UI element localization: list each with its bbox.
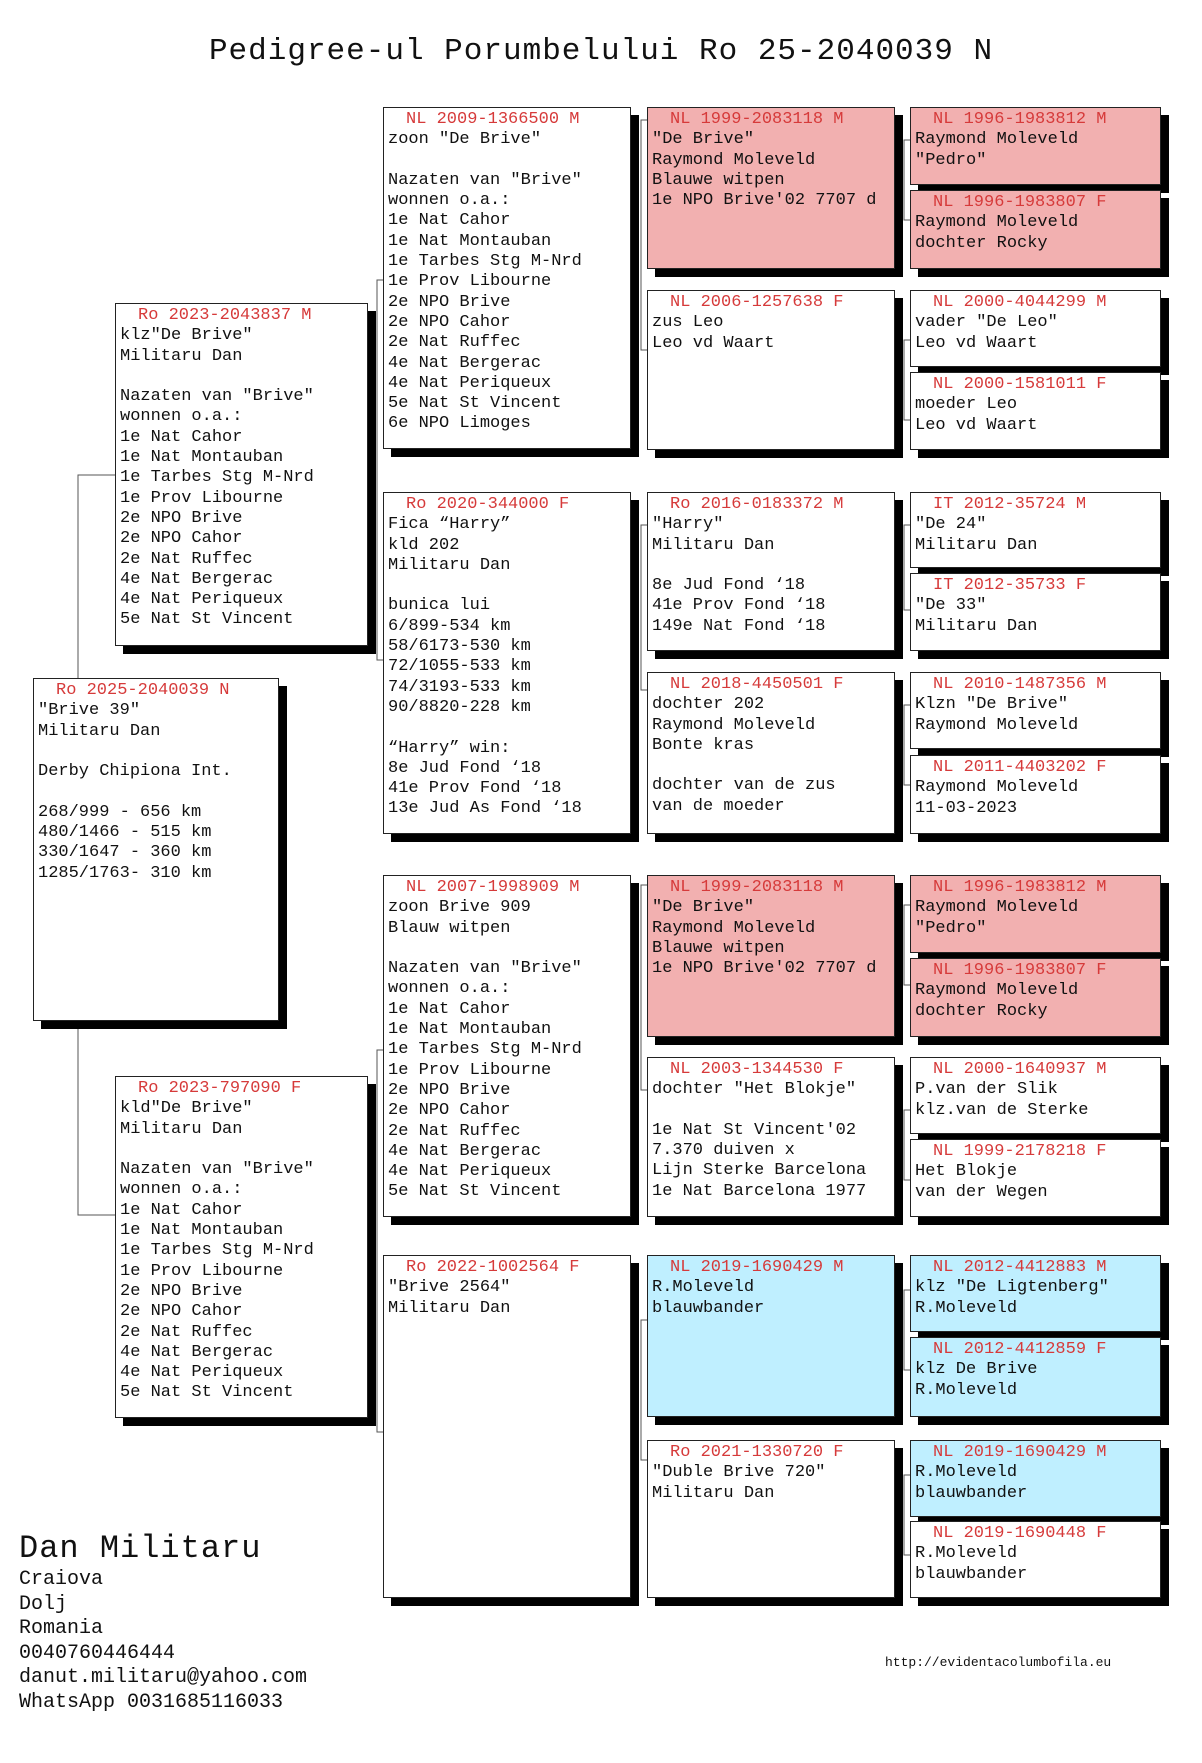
card-text-line: Raymond Moleveld: [915, 778, 1079, 798]
card-text-line: 480/1466 - 515 km: [38, 823, 212, 843]
card-text-line: [120, 1140, 363, 1160]
card-text-line: Fica “Harry”: [388, 515, 511, 535]
ring-number: NL 1996-1983807 F: [933, 961, 1107, 980]
card-text-line: 5e Nat St Vincent: [388, 1182, 562, 1202]
card-text-line: 2e NPO Brive: [120, 508, 243, 528]
ancestor-card-7: [910, 672, 1161, 749]
ring-number: NL 2000-1581011 F: [933, 375, 1107, 394]
card-text-line: 1e Nat Cahor: [388, 999, 511, 1019]
card-text-line: dochter "Het Blokje": [652, 1080, 857, 1100]
card-text-line: Militaru Dan: [915, 535, 1038, 555]
card-text-line: 11-03-2023: [915, 798, 1018, 818]
card-text-line: 4e Nat Periqueux: [388, 373, 552, 393]
ring-number: NL 2009-1366500 M: [406, 110, 580, 129]
owner-contact-block: [19, 1530, 307, 1716]
card-text-line: "De Brive": [652, 898, 755, 918]
dam-sire-sire-card: [647, 875, 895, 1037]
card-text-line: [388, 718, 626, 738]
card-text-line: Leo vd Waart: [915, 333, 1038, 353]
card-text-line: bunica lui: [388, 596, 491, 616]
ancestor-card-12: [910, 1139, 1161, 1217]
card-text-line: 2e NPO Brive: [388, 1080, 511, 1100]
sire-dam-dam-card: [647, 672, 895, 834]
card-text-line: Nazaten van "Brive": [120, 387, 314, 407]
sire-sire-card: [383, 107, 631, 449]
card-text-line: 8e Jud Fond ‘18: [388, 758, 542, 778]
card-text-line: "Harry": [652, 515, 724, 535]
ring-number: NL 1999-2083118 M: [670, 110, 844, 129]
ancestor-card-14: [910, 1337, 1161, 1417]
ancestor-card-4: [910, 372, 1161, 450]
card-text-line: dochter Rocky: [915, 233, 1048, 253]
ancestor-card-9: [910, 875, 1161, 953]
ancestor-card-16: [910, 1521, 1161, 1598]
ring-number: NL 2006-1257638 F: [670, 293, 844, 312]
ring-number: NL 1999-2083118 M: [670, 878, 844, 897]
card-text-line: Leo vd Waart: [915, 415, 1038, 435]
card-text-line: klz.van de Sterke: [915, 1100, 1089, 1120]
card-text-line: kld 202: [388, 535, 460, 555]
card-text-line: Raymond Moleveld: [652, 918, 816, 938]
ancestor-card-5: [910, 492, 1161, 568]
ring-number: Ro 2025-2040039 N: [56, 681, 230, 700]
card-text-line: Militaru Dan: [388, 1298, 511, 1318]
owner-email: danut.militaru@yahoo.com: [19, 1666, 308, 1690]
card-text-line: dochter Rocky: [915, 1001, 1048, 1021]
ancestor-card-3: [910, 290, 1161, 367]
card-text-line: [38, 782, 274, 802]
ancestor-card-15: [910, 1440, 1161, 1517]
card-text-line: Militaru Dan: [915, 616, 1038, 636]
card-text-line: 5e Nat St Vincent: [120, 610, 294, 630]
card-text-line: [38, 742, 274, 762]
card-text-line: 2e Nat Ruffec: [388, 1121, 521, 1141]
dam-dam-sire-card: [647, 1255, 895, 1417]
card-text-line: Militaru Dan: [120, 1119, 243, 1139]
card-text-line: 4e Nat Bergerac: [120, 1342, 274, 1362]
ring-number: NL 1996-1983812 M: [933, 878, 1107, 897]
card-text-line: 4e Nat Bergerac: [388, 1141, 542, 1161]
card-text-line: "Brive 39": [38, 701, 141, 721]
card-text-line: 2e NPO Cahor: [120, 1302, 243, 1322]
card-text-line: Militaru Dan: [38, 721, 161, 741]
card-text-line: 8e Jud Fond ‘18: [652, 576, 806, 596]
card-text-line: 4e Nat Bergerac: [388, 353, 542, 373]
card-text-line: 1e NPO Brive'02 7707 d: [652, 959, 877, 979]
owner-county: Dolj: [19, 1592, 68, 1616]
card-text-line: Raymond Moleveld: [915, 715, 1079, 735]
card-text-line: 4e Nat Periqueux: [120, 1363, 284, 1383]
ring-number: NL 2019-1690429 M: [933, 1443, 1107, 1462]
card-text-line: [652, 756, 890, 776]
ring-number: NL 2003-1344530 F: [670, 1060, 844, 1079]
card-text-line: "Pedro": [915, 150, 987, 170]
card-text-line: 6e NPO Limoges: [388, 414, 531, 434]
card-text-line: Leo vd Waart: [652, 333, 775, 353]
card-text-line: [388, 151, 626, 171]
owner-country: Romania: [19, 1617, 104, 1641]
ring-number: Ro 2023-797090 F: [138, 1079, 302, 1098]
card-text-line: Raymond Moleveld: [915, 130, 1079, 150]
ring-number: NL 1996-1983807 F: [933, 193, 1107, 212]
owner-city: Craiova: [19, 1568, 104, 1591]
card-text-line: Militaru Dan: [652, 535, 775, 555]
ring-number: IT 2012-35733 F: [933, 576, 1087, 595]
card-text-line: Het Blokje: [915, 1162, 1018, 1182]
ancestor-card-13: [910, 1255, 1161, 1332]
card-text-line: Derby Chipiona Int.: [38, 762, 232, 782]
card-text-line: Raymond Moleveld: [915, 981, 1079, 1001]
card-text-line: wonnen o.a.:: [388, 979, 511, 999]
card-text-line: kld"De Brive": [120, 1099, 253, 1119]
card-text-line: van de moeder: [652, 796, 785, 816]
card-text-line: 1e Tarbes Stg M-Nrd: [388, 252, 582, 272]
card-text-line: van der Wegen: [915, 1182, 1048, 1202]
dam-card: [115, 1076, 368, 1418]
card-text-line: Militaru Dan: [388, 555, 511, 575]
card-text-line: Militaru Dan: [652, 1483, 775, 1503]
card-text-line: [388, 939, 626, 959]
sire-sire-dam-card: [647, 290, 895, 450]
sire-sire-sire-card: [647, 107, 895, 269]
sire-card: [115, 303, 368, 646]
card-text-line: 4e Nat Periqueux: [388, 1162, 552, 1182]
ring-number: NL 2018-4450501 F: [670, 675, 844, 694]
card-text-line: wonnen o.a.:: [120, 407, 243, 427]
card-text-line: 1e Prov Libourne: [120, 1261, 284, 1281]
card-text-line: klz De Brive: [915, 1360, 1038, 1380]
card-text-line: dochter 202: [652, 695, 765, 715]
card-text-line: 2e NPO Brive: [120, 1281, 243, 1301]
owner-whatsapp: WhatsApp 0031685116033: [19, 1690, 284, 1714]
ring-number: NL 2007-1998909 M: [406, 878, 580, 897]
card-text-line: Nazaten van "Brive": [388, 959, 582, 979]
card-text-line: "De 24": [915, 515, 987, 535]
card-text-line: Bonte kras: [652, 735, 755, 755]
card-text-line: Raymond Moleveld: [652, 715, 816, 735]
card-text-line: "De 33": [915, 596, 987, 616]
card-text-line: 1e Nat Montauban: [388, 231, 552, 251]
card-text-line: blauwbander: [652, 1298, 765, 1318]
ancestor-card-11: [910, 1057, 1161, 1134]
card-text-line: 1e Nat Montauban: [120, 1221, 284, 1241]
website-link[interactable]: http://evidentacolumbofila.eu: [885, 1655, 1112, 1670]
ring-number: Ro 2020-344000 F: [406, 495, 570, 514]
ancestor-card-1: [910, 107, 1161, 185]
card-text-line: 1e Nat Cahor: [120, 1200, 243, 1220]
card-text-line: vader "De Leo": [915, 313, 1058, 333]
card-text-line: 5e Nat St Vincent: [120, 1383, 294, 1403]
ancestor-card-8: [910, 755, 1161, 834]
card-text-line: Nazaten van "Brive": [120, 1160, 314, 1180]
ring-number: NL 2000-4044299 M: [933, 293, 1107, 312]
ancestor-card-2: [910, 190, 1161, 269]
card-text-line: 1e Nat Montauban: [388, 1020, 552, 1040]
ring-number: NL 2019-1690448 F: [933, 1524, 1107, 1543]
ring-number: Ro 2023-2043837 M: [138, 306, 312, 325]
card-text-line: wonnen o.a.:: [120, 1180, 243, 1200]
card-text-line: 6/899-534 km: [388, 616, 511, 636]
card-text-line: Nazaten van "Brive": [388, 170, 582, 190]
card-text-line: 1e Nat St Vincent'02: [652, 1120, 857, 1140]
ring-number: Ro 2022-1002564 F: [406, 1258, 580, 1277]
card-text-line: [120, 367, 363, 387]
card-text-line: 1285/1763- 310 km: [38, 863, 212, 883]
owner-name: Dan Militaru: [19, 1530, 262, 1567]
ancestor-card-10: [910, 958, 1161, 1037]
card-text-line: Blauwe witpen: [652, 938, 785, 958]
ring-number: NL 1996-1983812 M: [933, 110, 1107, 129]
card-text-line: Lijn Sterke Barcelona: [652, 1161, 867, 1181]
card-text-line: "Pedro": [915, 918, 987, 938]
ring-number: NL 2011-4403202 F: [933, 758, 1107, 777]
card-text-line: Blauw witpen: [388, 918, 511, 938]
card-text-line: klz"De Brive": [120, 326, 253, 346]
card-text-line: 1e Nat Cahor: [388, 211, 511, 231]
card-text-line: dochter van de zus: [652, 776, 836, 796]
card-text-line: R.Moleveld: [915, 1298, 1018, 1318]
card-text-line: wonnen o.a.:: [388, 191, 511, 211]
card-text-line: 1e Nat Cahor: [120, 427, 243, 447]
card-text-line: "De Brive": [652, 130, 755, 150]
dam-dam-dam-card: [647, 1440, 895, 1598]
card-text-line: R.Moleveld: [915, 1463, 1018, 1483]
sire-dam-card: [383, 492, 631, 834]
card-text-line: 2e NPO Cahor: [388, 1101, 511, 1121]
ring-number: IT 2012-35724 M: [933, 495, 1087, 514]
card-text-line: 5e Nat St Vincent: [388, 394, 562, 414]
owner-phone: 0040760446444: [19, 1641, 176, 1665]
card-text-line: 1e Nat Montauban: [120, 448, 284, 468]
card-text-line: 2e NPO Cahor: [120, 529, 243, 549]
ring-number: NL 2012-4412883 M: [933, 1258, 1107, 1277]
card-text-line: 4e Nat Bergerac: [120, 569, 274, 589]
card-text-line: zoon "De Brive": [388, 130, 542, 150]
card-text-line: zoon Brive 909: [388, 898, 531, 918]
card-text-line: 1e Nat Barcelona 1977: [652, 1181, 867, 1201]
card-text-line: 1e Tarbes Stg M-Nrd: [120, 1241, 314, 1261]
card-text-line: 2e Nat Ruffec: [120, 549, 253, 569]
card-text-line: 41e Prov Fond ‘18: [652, 596, 826, 616]
card-text-line: 74/3193-533 km: [388, 677, 531, 697]
card-text-line: 72/1055-533 km: [388, 657, 531, 677]
card-text-line: Raymond Moleveld: [652, 150, 816, 170]
card-text-line: klz "De Ligtenberg": [915, 1278, 1109, 1298]
card-text-line: "Brive 2564": [388, 1278, 511, 1298]
subject-pigeon-card: [33, 678, 279, 1021]
ring-number: NL 1999-2178218 F: [933, 1142, 1107, 1161]
card-text-line: Klzn "De Brive": [915, 695, 1069, 715]
card-text-line: 1e Tarbes Stg M-Nrd: [120, 468, 314, 488]
card-text-line: 1e NPO Brive'02 7707 d: [652, 191, 877, 211]
card-text-line: Raymond Moleveld: [915, 213, 1079, 233]
dam-dam-card: [383, 1255, 631, 1598]
ring-number: NL 2010-1487356 M: [933, 675, 1107, 694]
card-text-line: 1e Prov Libourne: [388, 272, 552, 292]
card-text-line: 41e Prov Fond ‘18: [388, 779, 562, 799]
page-title: Pedigree-ul Porumbelului Ro 25-2040039 N: [208, 34, 994, 69]
ring-number: Ro 2016-0183372 M: [670, 495, 844, 514]
card-text-line: 2e Nat Ruffec: [388, 333, 521, 353]
card-text-line: P.van der Slik: [915, 1080, 1058, 1100]
card-text-line: 149e Nat Fond ‘18: [652, 616, 826, 636]
card-text-line: Blauwe witpen: [652, 170, 785, 190]
card-text-line: 4e Nat Periqueux: [120, 590, 284, 610]
card-text-line: 2e NPO Brive: [388, 292, 511, 312]
card-text-line: [652, 1101, 890, 1121]
dam-sire-card: [383, 875, 631, 1217]
dam-sire-dam-card: [647, 1057, 895, 1217]
card-text-line: R.Moleveld: [915, 1544, 1018, 1564]
card-text-line: [652, 556, 890, 576]
card-text-line: R.Moleveld: [915, 1380, 1018, 1400]
card-text-line: “Harry” win:: [388, 738, 511, 758]
card-text-line: blauwbander: [915, 1483, 1028, 1503]
ancestor-card-6: [910, 573, 1161, 651]
card-text-line: R.Moleveld: [652, 1278, 755, 1298]
card-text-line: 7.370 duiven x: [652, 1141, 795, 1161]
card-text-line: 90/8820-228 km: [388, 697, 531, 717]
card-text-line: 268/999 - 656 km: [38, 802, 202, 822]
ring-number: NL 2019-1690429 M: [670, 1258, 844, 1277]
card-text-line: 330/1647 - 360 km: [38, 843, 212, 863]
card-text-line: "Duble Brive 720": [652, 1463, 826, 1483]
card-text-line: blauwbander: [915, 1564, 1028, 1584]
ring-number: NL 2012-4412859 F: [933, 1340, 1107, 1359]
card-text-line: 1e Prov Libourne: [120, 488, 284, 508]
card-text-line: zus Leo: [652, 313, 724, 333]
sire-dam-sire-card: [647, 492, 895, 651]
card-text-line: Militaru Dan: [120, 346, 243, 366]
card-text-line: 1e Prov Libourne: [388, 1060, 552, 1080]
card-text-line: Raymond Moleveld: [915, 898, 1079, 918]
card-text-line: 2e Nat Ruffec: [120, 1322, 253, 1342]
card-text-line: moeder Leo: [915, 395, 1018, 415]
card-text-line: [388, 576, 626, 596]
card-text-line: 2e NPO Cahor: [388, 312, 511, 332]
card-text-line: 58/6173-530 km: [388, 637, 531, 657]
card-text-line: 13e Jud As Fond ‘18: [388, 799, 582, 819]
ring-number: NL 2000-1640937 M: [933, 1060, 1107, 1079]
card-text-line: 1e Tarbes Stg M-Nrd: [388, 1040, 582, 1060]
ring-number: Ro 2021-1330720 F: [670, 1443, 844, 1462]
